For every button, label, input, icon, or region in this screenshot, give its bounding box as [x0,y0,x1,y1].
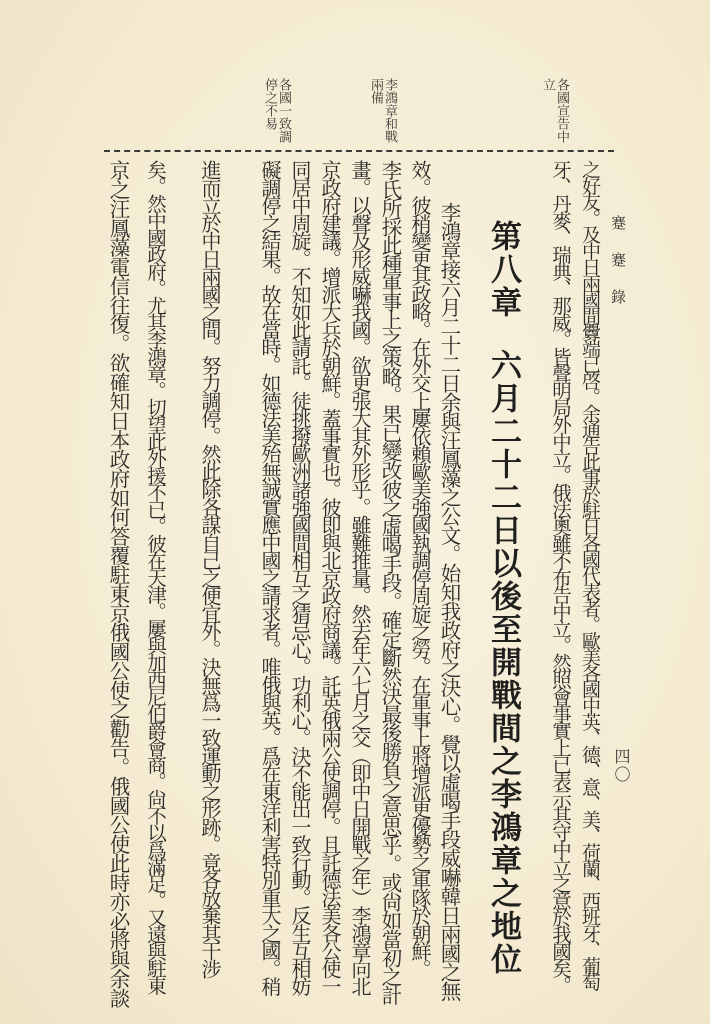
text-column-3: 李鴻章接六月二十二日余與汪鳳藻之公文。始知我政府之決心。覺以虛喝手段威嚇韓日兩國之無 [437,202,461,1000]
chapter-title: 六月二十二日以後至開戰間之李鴻章之地位 [485,349,521,976]
chapter-number: 第八章 [485,220,521,319]
text-column-10: 進而立於中日兩國之間。努力調停。然此除各謀自己之便宜外。決無爲一致運動之形跡。竟各放棄其干涉 [198,160,222,977]
margin-divider [104,150,614,152]
margin-note-neutrality: 各國宣告中立 [540,78,569,143]
running-title: 蹇蹇錄 [609,215,627,326]
text-column-7: 京政府建議。增派大兵於朝鮮。蓋事實也。彼即與北京政府商議。託英俄兩公使調停。且託德法美各公使一 [318,160,342,995]
text-column-1: 之好友。及中日兩國間釁端已啓。余通告此事於駐日各國代表者。歐美各國中英、德、意、美、荷蘭、西班牙、葡萄 [579,160,601,989]
text-column-9: 礙調停之結果。故在當時。如德法美殆無誠實應中國之請求者。唯俄與英。爲在東洋利害特別重大之國。稍 [258,160,282,995]
text-column-2: 牙、丹麥、瑞典、那威。皆聲明局外中立。俄法奧雖不布告中立。然照會事實上已表示其守中立之意於我國矣。 [549,160,572,993]
text-column-11: 矣。然中國政府。尤其李鴻章。切望此外援不已。彼在天津。屢與加西尼伯爵會商。尙不以爲滿足。又遠與駐東 [144,160,167,993]
margin-note-mediation: 各國一致調停之不易 [262,78,291,143]
text-column-12: 京之汪鳳藻電信往復。欲確知日本政府如何答覆駐東京俄國公使之勸告。俄國公使此時亦必將與余談 [106,160,130,1007]
text-column-4: 效。彼稍變更其政略。在外交上屢依賴歐美強國執調停周旋之勞。在軍事上將增派更優勢之軍隊於朝鮮。 [408,160,432,977]
page-number: 四〇 [612,748,631,784]
chapter-heading [486,220,520,976]
margin-note-li-hongzhang: 李鴻章和戰兩備 [368,78,397,143]
text-column-8: 同居中周旋。不知如此請託。徒挑撥歐洲諸強國間相互之猜忌心。功利心。決不能出一致行動。反生互相妨 [288,160,312,995]
text-column-5: 李氏所採此種軍事上之策略。果已變改彼之虛喝手段。確定斷然決最後勝負之意思乎。或尙如當初之計 [378,160,402,1004]
text-column-6: 畫。以聲及形威嚇我國。欲更張大其外形乎。雖難推量。然去年六七月之交（即中日開戰之年）李鴻章向北 [348,160,372,995]
